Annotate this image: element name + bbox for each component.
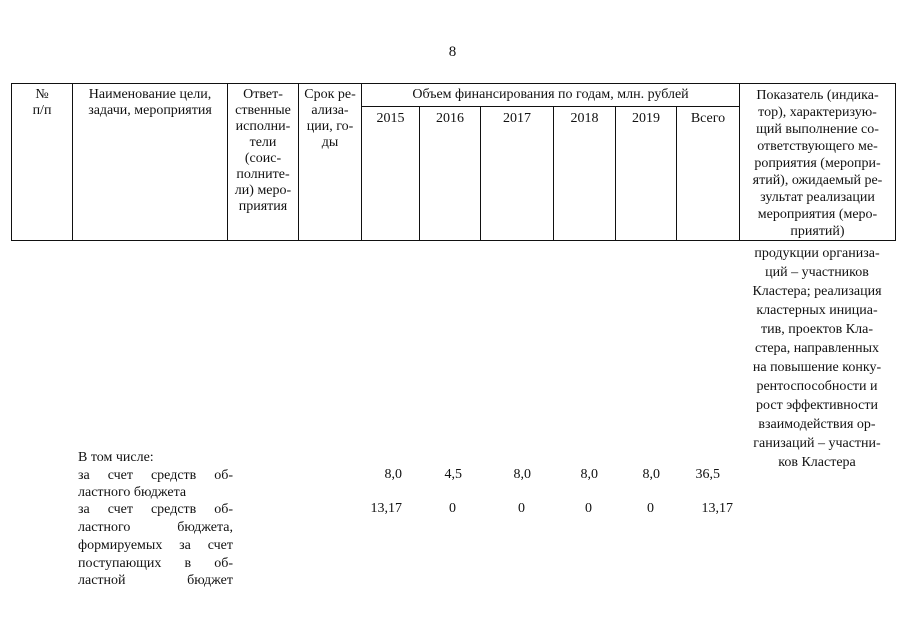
row-formed-label-2: ластного бюджета, (78, 520, 233, 535)
row-regional-label-1: за счет средств об- (78, 468, 233, 483)
row-formed-label-4: поступающих в об- (78, 556, 233, 571)
value-2018: 8,0 (580, 467, 598, 482)
value-2019: 8,0 (642, 467, 660, 482)
value-2015: 8,0 (384, 467, 402, 482)
header-indicator: Показатель (индика- тор), характеризую- щий выполнение со- ответствующего ме- роприятия (меропри- ятий), ожидаемый ре- зультат реализации мероприятия (меро- приятий) (752, 88, 883, 239)
header-number: № п/п (32, 87, 52, 118)
value-total: 13,17 (701, 501, 733, 516)
header-term: Срок ре- ализа- ции, го- ды (304, 87, 356, 150)
indicator-continuation: продукции организа- ций – участников Кластера; реализация кластерных инициа- тив, проектов Кла- стера, направленных на повышение конку- рентоспособности и рост эффективности взаимодействия ор- ганизаций – участни- ков Кластера (752, 246, 882, 470)
header-year-2019: 2019 (632, 111, 660, 126)
row-formed-label-3: формируемых за счет (78, 538, 233, 553)
including-label: В том числе: (78, 450, 154, 465)
header-responsible: Ответ- ственные исполни- тели (соис- полните- ли) меро- приятия (234, 87, 292, 214)
value-total: 36,5 (695, 467, 720, 482)
value-2018: 0 (585, 501, 592, 516)
header-name: Наименование цели, задачи, мероприятия (88, 87, 212, 118)
header-year-2016: 2016 (436, 111, 464, 126)
row-formed-label-5: ластной бюджет (78, 573, 233, 588)
page-number: 8 (448, 44, 457, 60)
value-2016: 4,5 (444, 467, 462, 482)
value-2017: 0 (518, 501, 525, 516)
row-regional-label-2: ластного бюджета (78, 485, 187, 500)
value-2019: 0 (647, 501, 654, 516)
value-2017: 8,0 (513, 467, 531, 482)
header-funding: Объем финансирования по годам, млн. рублей (412, 87, 689, 102)
row-formed-label-1: за счет средств об- (78, 502, 233, 517)
header-year-2017: 2017 (503, 111, 531, 126)
header-year-2015: 2015 (376, 111, 405, 126)
header-year-2018: 2018 (570, 111, 599, 126)
value-2015: 13,17 (370, 501, 402, 516)
value-2016: 0 (449, 501, 456, 516)
header-total: Всего (690, 111, 726, 126)
